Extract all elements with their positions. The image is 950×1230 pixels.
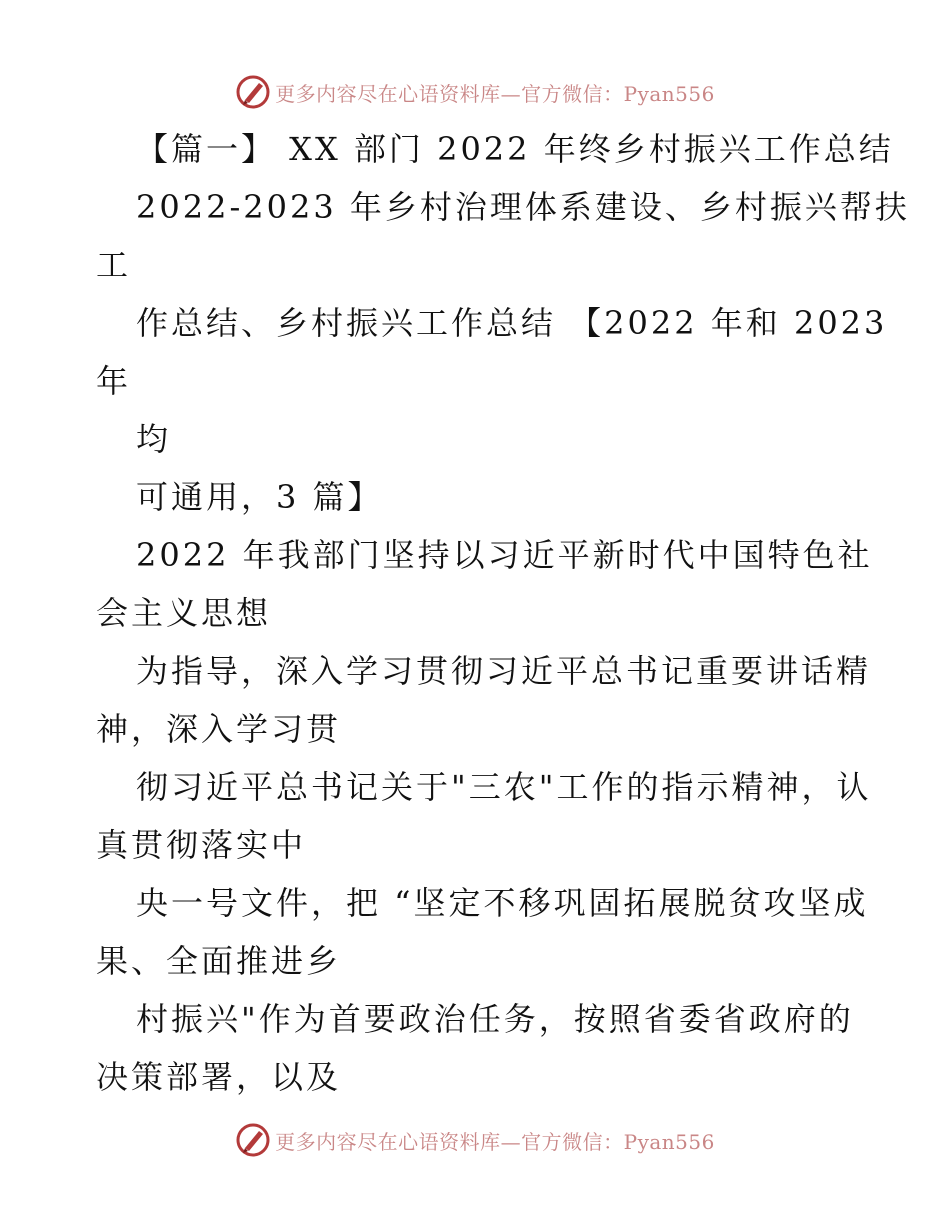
doc-line: 作总结、乡村振兴工作总结 【2022 年和 2023 — [136, 304, 888, 342]
footer-banner — [0, 1118, 950, 1162]
doc-line: 真贯彻落实中 — [96, 826, 307, 864]
doc-line: 村振兴"作为首要政治任务，按照省委省政府的 — [136, 1000, 854, 1038]
header-banner — [0, 70, 950, 114]
doc-line: 年 — [96, 362, 132, 400]
doc-line: 会主义思想 — [96, 594, 272, 632]
doc-line: 决策部署，以及 — [96, 1058, 342, 1096]
doc-line: 神，深入学习贯 — [96, 710, 342, 748]
footer-banner-text: 更多内容尽在心语资料库—官方微信：Pyan556 — [275, 1129, 715, 1154]
doc-line: 央一号文件，把 “坚定不移巩固拓展脱贫攻坚成 — [136, 884, 869, 922]
pen-logo-icon — [235, 74, 271, 110]
doc-line: 2022-2023 年乡村治理体系建设、乡村振兴帮扶 — [136, 188, 910, 226]
doc-line: 为指导，深入学习贯彻习近平总书记重要讲话精 — [136, 652, 872, 690]
pen-logo-icon — [235, 1122, 271, 1158]
doc-line: 工 — [96, 246, 132, 284]
document-body — [96, 120, 910, 1106]
doc-line: 2022 年我部门坚持以习近平新时代中国特色社 — [136, 536, 873, 574]
doc-title-line: 【篇一】 XX 部门 2022 年终乡村振兴工作总结 — [136, 130, 894, 168]
doc-line: 彻习近平总书记关于"三农"工作的指示精神，认 — [136, 768, 872, 806]
doc-line: 均 — [136, 420, 172, 458]
doc-line: 可通用，3 篇】 — [136, 478, 383, 516]
doc-line: 果、全面推进乡 — [96, 942, 342, 980]
header-banner-text: 更多内容尽在心语资料库—官方微信：Pyan556 — [275, 81, 715, 106]
